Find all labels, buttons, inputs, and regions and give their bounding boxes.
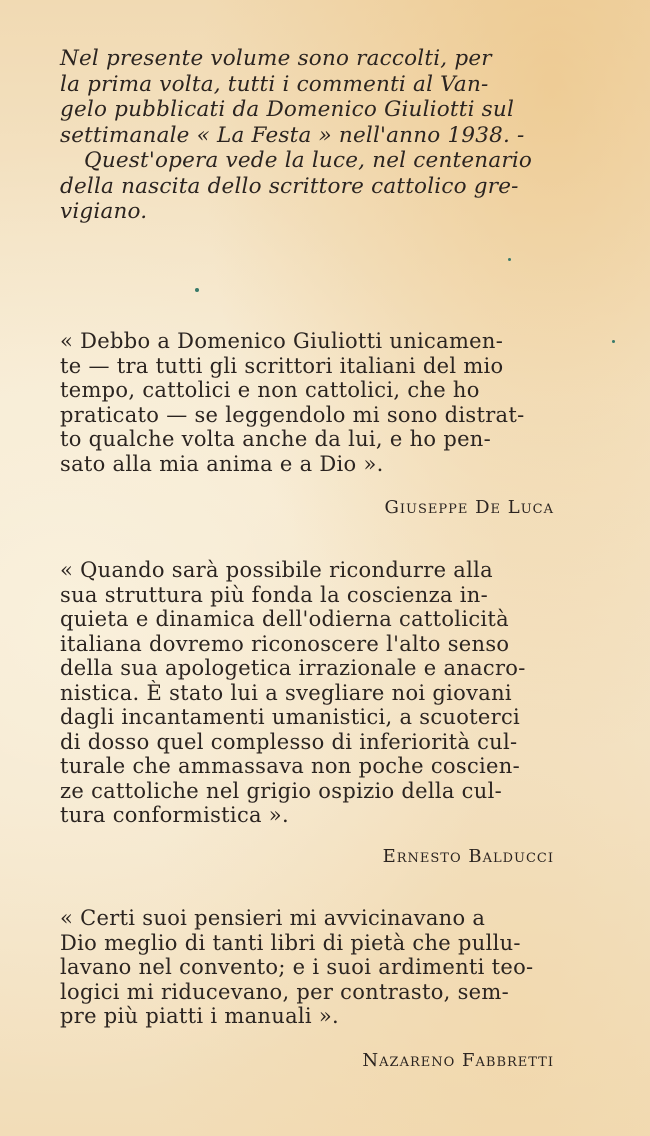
quote-line: te — tra tutti gli scrittori italiani del mio [60,353,504,378]
quote-line: sato alla mia anima e a Dio ». [60,451,384,476]
quote-author: Ernesto Balducci [382,846,554,867]
quote-author: Nazareno Fabbretti [362,1050,554,1071]
quote-author: Giuseppe De Luca [384,497,554,518]
ink-speck [612,340,615,343]
quote-line: to qualche volta anche da lui, e ho pen- [60,427,492,451]
intro-line: la prima volta, tutti i commenti al Van- [60,71,489,97]
quote-line: turale che ammassava non poche coscien- [60,754,520,778]
quote-line: Dio meglio di tanti libri di pietà che pullu- [60,930,521,955]
quote-de-luca [60,329,582,476]
quote-line: italiana dovremo riconoscere l'alto senso [60,631,510,656]
quote-line: « Certi suoi pensieri mi avvicinavano a [60,906,486,930]
quote-line: di dosso quel complesso di inferiorità cul- [60,729,518,754]
quote-fabbretti [60,906,582,1029]
intro-line: gelo pubblicati da Domenico Giuliotti sul [60,97,515,122]
intro-line: Quest'opera vede la luce, nel centenario [84,148,533,173]
quote-line: della sua apologetica irrazionale e anacro- [60,656,526,680]
quote-line: praticato — se leggendolo mi sono distrat- [60,402,525,427]
quote-line: sua struttura più fonda la coscienza in- [60,582,488,607]
quote-line: quieta e dinamica dell'odierna cattolicità [60,607,509,631]
quote-line: nistica. È stato lui a svegliare noi giovani [60,680,512,705]
quote-line: tura conformistica ». [60,803,289,827]
ink-speck [508,258,511,261]
quote-line: dagli incantamenti umanistici, a scuoterci [60,705,521,729]
quote-line: lavano nel convento; e i suoi ardimenti teo- [60,955,534,979]
quote-balducci [60,558,582,828]
intro-paragraph [60,46,580,225]
intro-line: vigiano. [60,199,148,224]
ink-speck [195,288,199,292]
quote-line: logici mi riducevano, per contrasto, sem- [60,979,510,1004]
intro-line: della nascita dello scrittore cattolico gre- [60,173,519,199]
quote-line: « Quando sarà possibile ricondurre alla [60,558,493,582]
quote-line: pre più piatti i manuali ». [60,1004,340,1028]
quote-line: ze cattoliche nel grigio ospizio della cul- [60,778,502,803]
quote-line: tempo, cattolici e non cattolici, che ho [60,378,480,402]
intro-line: settimanale « La Festa » nell'anno 1938. - [60,122,525,148]
quote-line: « Debbo a Domenico Giuliotti unicamen- [60,329,504,353]
intro-line: Nel presente volume sono raccolti, per [60,46,492,71]
